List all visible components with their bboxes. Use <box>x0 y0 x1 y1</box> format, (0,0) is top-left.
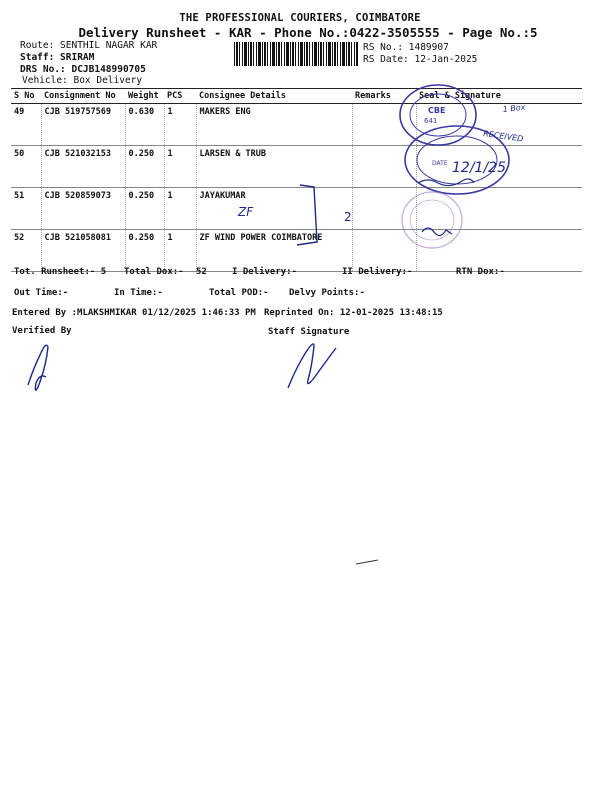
rs-no-field: RS No.: 1489907 <box>363 42 449 53</box>
cell-weight: 0.250 <box>125 230 164 272</box>
cell-consignee: MAKERS ENG <box>196 104 352 146</box>
cell-consignee: LARSEN & TRUB <box>196 146 352 188</box>
reprinted-on: Reprinted On: 12-01-2025 13:48:15 <box>264 308 443 318</box>
cell-consignment: CJB 521058081 <box>41 230 125 272</box>
vehicle-field: Vehicle: Box Delivery <box>22 75 143 86</box>
col-sno: S No <box>11 89 41 104</box>
tot-runsheet: Tot. Runsheet:- 5 <box>14 267 107 277</box>
cell-consignment: CJB 520859073 <box>41 188 125 230</box>
verified-signature <box>28 345 48 390</box>
cell-pcs: 1 <box>164 230 196 272</box>
staff-field: Staff: SRIRAM <box>20 52 95 63</box>
verified-by-label: Verified By <box>12 326 72 336</box>
handwritten-count: 2 <box>344 210 352 224</box>
runsheet-title: Delivery Runsheet - KAR - Phone No.:0422-3505555 - Page No.:5 <box>78 25 538 40</box>
staff-signature-mark <box>288 344 336 388</box>
cell-sno: 51 <box>11 188 41 230</box>
handwritten-initials: ZF <box>238 205 254 219</box>
cell-weight: 0.250 <box>125 188 164 230</box>
rs-date-field: RS Date: 12-Jan-2025 <box>363 54 478 65</box>
delvy-points: Delvy Points:- <box>289 288 365 298</box>
cell-consignment: CJB 521032153 <box>41 146 125 188</box>
svg-text:DATE: DATE <box>432 160 448 167</box>
cell-pcs: 1 <box>164 146 196 188</box>
svg-text:CBE: CBE <box>428 106 446 115</box>
entered-by: Entered By :MLAKSHMIKAR 01/12/2025 1:46:33 PM <box>12 308 256 318</box>
col-weight: Weight <box>125 89 164 104</box>
company-title: THE PROFESSIONAL COURIERS, COIMBATORE <box>179 12 421 24</box>
cell-sno: 52 <box>11 230 41 272</box>
total-dox-label: Total Dox:- <box>124 267 184 277</box>
cell-consignee: ZF WIND POWER COIMBATORE <box>196 230 352 272</box>
handwritten-date: 12/1/25 <box>452 160 506 176</box>
stray-mark <box>356 560 378 564</box>
col-pcs: PCS <box>164 89 196 104</box>
faded-stamp <box>402 192 462 248</box>
rtn-dox: RTN Dox:- <box>456 267 505 277</box>
route-field: Route: SENTHIL NAGAR KAR <box>20 40 158 51</box>
cell-pcs: 1 <box>164 188 196 230</box>
box-note: 1 Box <box>502 102 526 114</box>
cell-pcs: 1 <box>164 104 196 146</box>
received-note: RECEIVED <box>482 129 524 144</box>
cell-weight: 0.630 <box>125 104 164 146</box>
cell-sno: 49 <box>11 104 41 146</box>
out-time: Out Time:- <box>14 288 69 298</box>
in-time: In Time:- <box>114 288 163 298</box>
cell-sno: 50 <box>11 146 41 188</box>
cell-consignee: JAYAKUMAR <box>196 188 352 230</box>
svg-text:641: 641 <box>424 117 438 125</box>
ii-delivery: II Delivery:- <box>342 267 413 277</box>
col-seal-signature: Seal & Signature <box>416 89 582 104</box>
total-dox-value: 52 <box>196 267 207 277</box>
cell-consignment: CJB 519757569 <box>41 104 125 146</box>
col-remarks: Remarks <box>352 89 416 104</box>
drs-field: DRS No.: DCJB148990705 <box>20 64 146 75</box>
staff-signature-label: Staff Signature <box>268 327 350 337</box>
col-consignee: Consignee Details <box>196 89 352 104</box>
i-delivery: I Delivery:- <box>232 267 298 277</box>
total-pod: Total POD:- <box>209 288 269 298</box>
col-consignment: Consignment No <box>41 89 125 104</box>
cell-weight: 0.250 <box>125 146 164 188</box>
